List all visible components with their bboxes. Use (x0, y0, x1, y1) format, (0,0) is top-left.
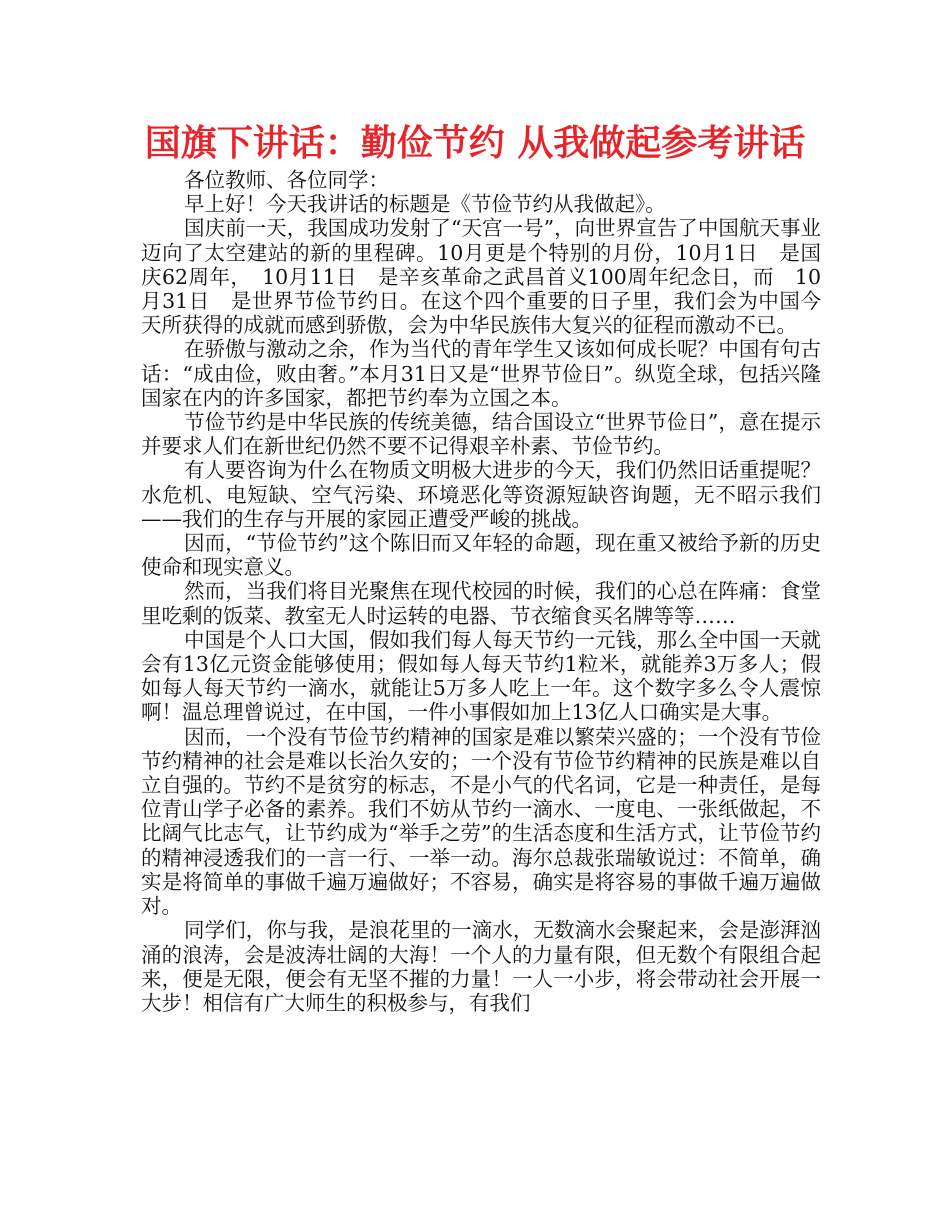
document-body (141, 168, 821, 1015)
paragraph: 然而，当我们将目光聚焦在现代校园的时候，我们的心总在阵痛：食堂里吃剩的饭菜、教室无人时运转的电器、节衣缩食买名牌等等…… (141, 579, 821, 628)
paragraph: 在骄傲与激动之余，作为当代的青年学生又该如何成长呢？中国有句古话：“成由俭，败由奢。”本月31日又是“世界节俭日”。纵览全球，包括兴隆国家在内的许多国家，都把节约奉为立国之本。 (141, 337, 821, 410)
paragraph: 同学们，你与我，是浪花里的一滴水，无数滴水会聚起来，会是澎湃汹涌的浪涛，会是波涛壮阔的大海！一个人的力量有限，但无数个有限组合起来，便是无限，便会有无坚不摧的力量！一人一小步，将会带动社会开展一大步！相信有广大师生的积极参与，有我们 (141, 918, 821, 1015)
paragraph: 有人要咨询为什么在物质文明极大进步的今天，我们仍然旧话重提呢？水危机、电短缺、空气污染、环境恶化等资源短缺咨询题，无不昭示我们——我们的生存与开展的家园正遭受严峻的挑战。 (141, 458, 821, 531)
paragraph: 国庆前一天，我国成功发射了“天宫一号”，向世界宣告了中国航天事业迈向了太空建站的新的里程碑。10月更是个特别的月份，10月1日 是国庆62周年， 10月11日 是辛亥革命之武昌首义100周年纪念日，而 10月31日 是世界节俭节约日。在这个四个重要的日子里，我们会为中国今天所获得的成就而感到骄傲，会为中华民族伟大复兴的征程而激动不已。 (141, 216, 821, 338)
document-title: 国旗下讲话：勤俭节约 从我做起参考讲话 (144, 123, 806, 164)
paragraph: 因而，一个没有节俭节约精神的国家是难以繁荣兴盛的；一个没有节俭节约精神的社会是难以长治久安的；一个没有节俭节约精神的民族是难以自立自强的。节约不是贫穷的标志，不是小气的代名词，它是一种责任，是每位青山学子必备的素养。我们不妨从节约一滴水、一度电、一张纸做起，不比阔气比志气，让节约成为“举手之劳”的生活态度和生活方式，让节俭节约的精神浸透我们的一言一行、一举一动。海尔总裁张瑞敏说过：不简单，确实是将简单的事做千遍万遍做好；不容易，确实是将容易的事做千遍万遍做对。 (141, 724, 821, 919)
paragraph: 中国是个人口大国，假如我们每人每天节约一元钱，那么全中国一天就会有13亿元资金能够使用；假如每人每天节约1粒米，就能养3万多人；假如每人每天节约一滴水，就能让5万多人吃上一年。这个数字多么令人震惊啊！温总理曾说过，在中国，一件小事假如加上13亿人口确实是大事。 (141, 627, 821, 725)
paragraph-opening: 早上好！今天我讲话的标题是《节俭节约从我做起》。 (184, 192, 666, 217)
paragraph: 节俭节约是中华民族的传统美德，结合国设立“世界节俭日”，意在提示并要求人们在新世纪仍然不要不记得艰辛朴素、节俭节约。 (141, 410, 821, 459)
paragraph-greeting: 各位教师、各位同学： (184, 168, 390, 192)
paragraph: 因而，“节俭节约”这个陈旧而又年轻的命题，现在重又被给予新的历史使命和现实意义。 (141, 531, 821, 580)
